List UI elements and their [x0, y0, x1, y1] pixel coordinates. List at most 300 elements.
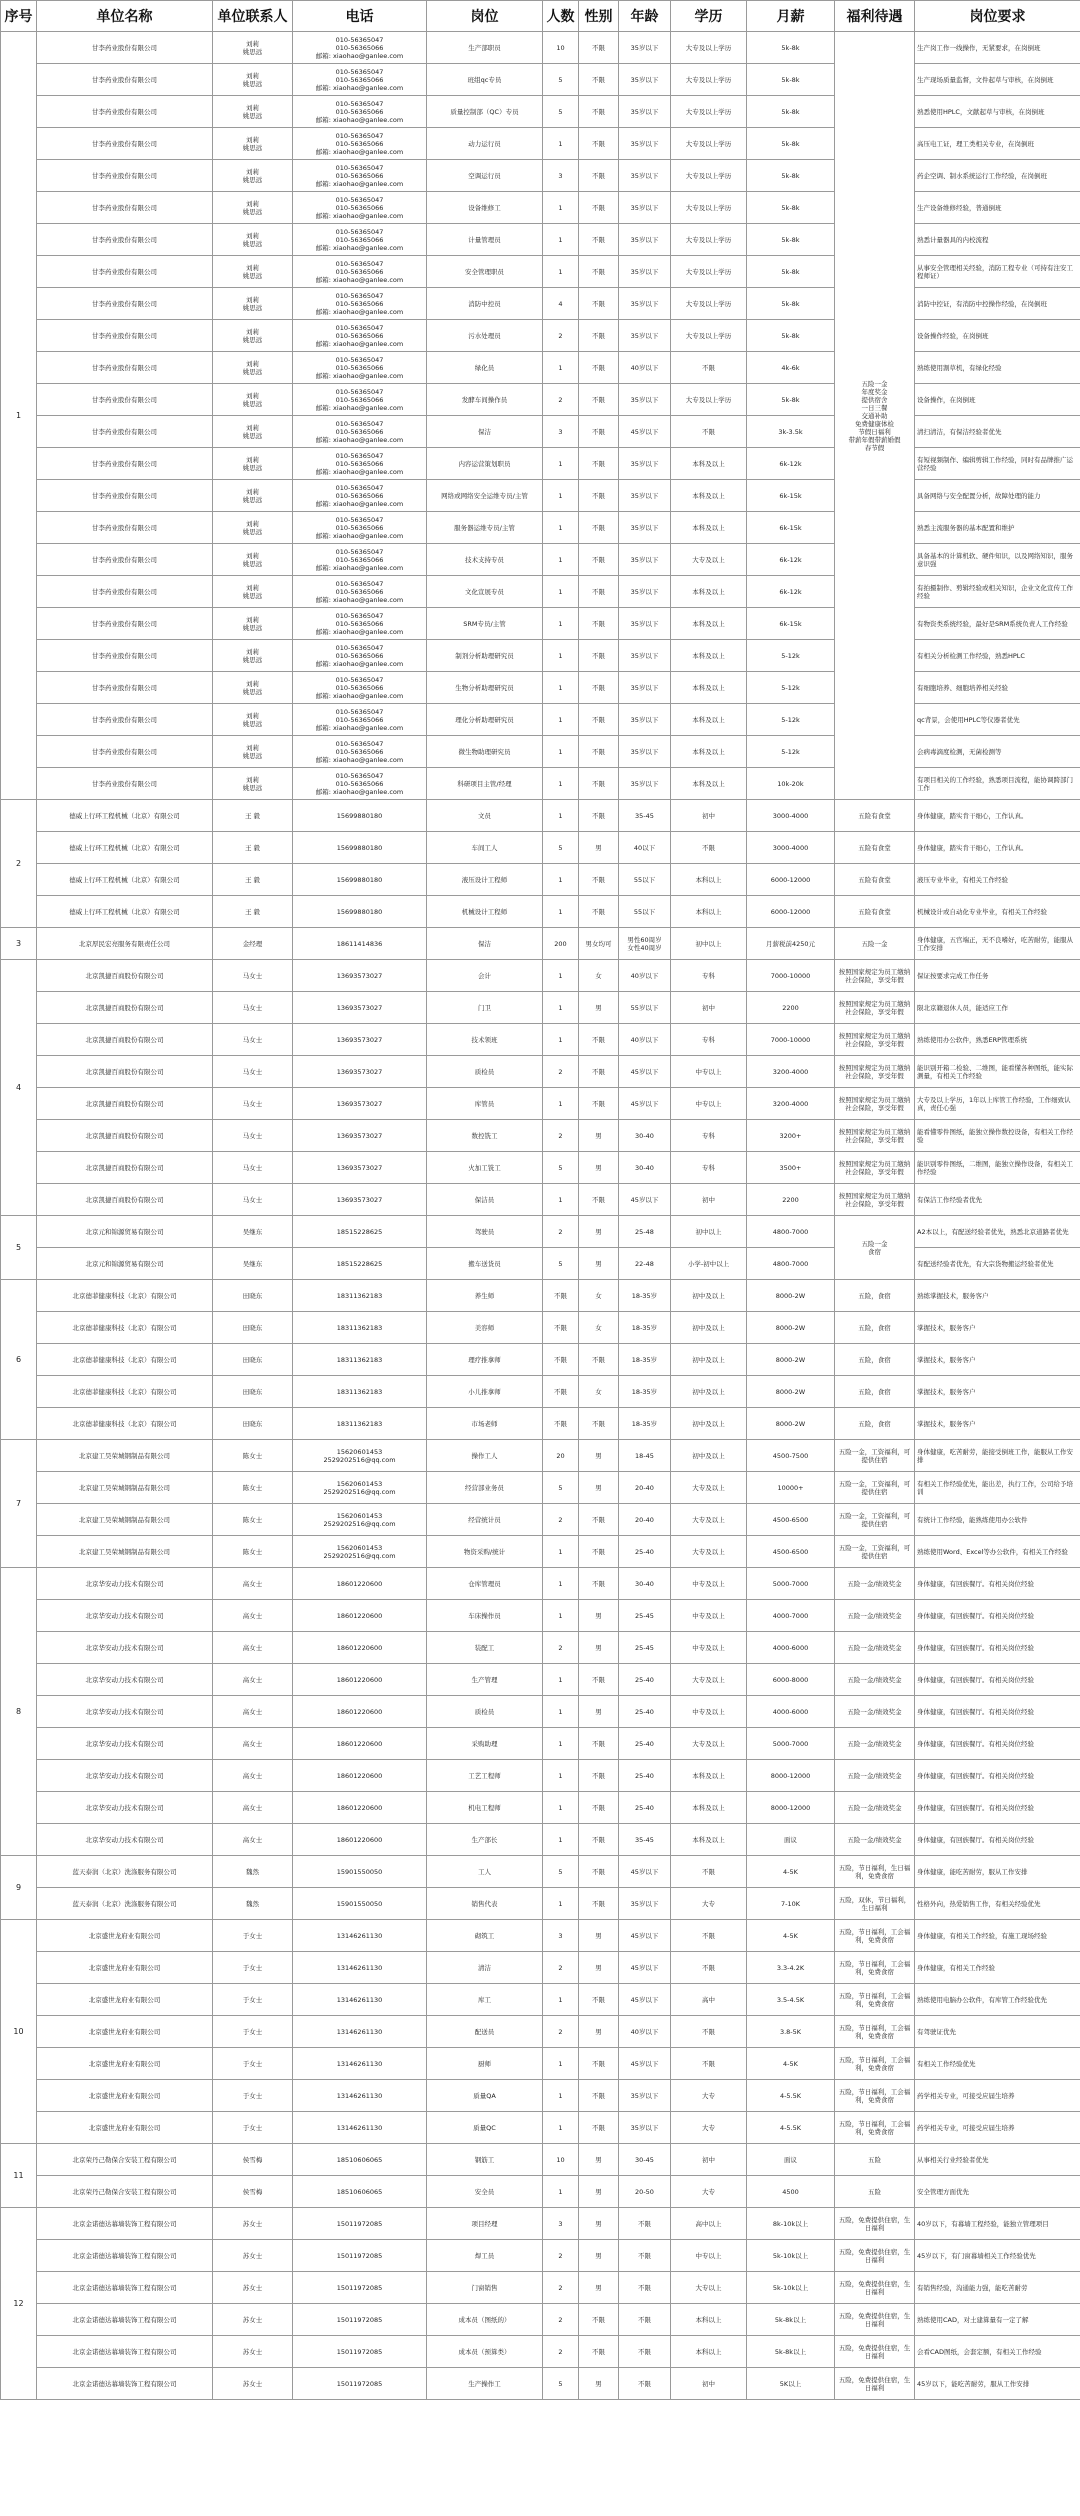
position-cell: 库管员	[427, 1088, 543, 1120]
gender-cell: 不限	[579, 512, 619, 544]
phone-cell: 15620601453 2529202516@qq.com	[293, 1472, 427, 1504]
requirement-cell: 从事相关行业经验者优先	[915, 2144, 1080, 2176]
salary-cell: 4000-7000	[747, 1600, 835, 1632]
requirement-cell: 身体健康，有回族餐厅。有相关岗位经验	[915, 1728, 1080, 1760]
salary-cell: 面议	[747, 1824, 835, 1856]
benefits-cell: 按照国家规定为员工缴纳社会保险，享受年假	[835, 1184, 915, 1216]
position-cell: 内容运营策划职员	[427, 448, 543, 480]
company-cell: 北京盛世龙府业有限公司	[37, 2080, 213, 2112]
phone-cell: 15699880180	[293, 800, 427, 832]
count-cell: 1	[543, 672, 579, 704]
gender-cell: 不限	[579, 2304, 619, 2336]
benefits-cell: 五险一金/绩效奖金	[835, 1696, 915, 1728]
gender-cell: 男	[579, 1600, 619, 1632]
position-cell: 网络或网络安全运维专员/主管	[427, 480, 543, 512]
table-row	[1, 2304, 1080, 2336]
age-cell: 35岁以下	[619, 704, 671, 736]
company-cell: 甘李药业股份有限公司	[37, 448, 213, 480]
seq-cell: 12	[1, 2208, 37, 2400]
table-row	[1, 1280, 1080, 1312]
edu-cell: 不限	[671, 352, 747, 384]
edu-cell: 大专及以上学历	[671, 64, 747, 96]
company-cell: 甘李药业股份有限公司	[37, 352, 213, 384]
company-cell: 德威上行环工程机械（北京）有限公司	[37, 832, 213, 864]
table-row	[1, 1824, 1080, 1856]
salary-cell: 4500-6500	[747, 1504, 835, 1536]
table-row	[1, 128, 1080, 160]
edu-cell: 不限	[671, 2016, 747, 2048]
salary-cell: 5k-8k以上	[747, 2336, 835, 2368]
position-cell: 机械设计工程师	[427, 896, 543, 928]
table-row	[1, 1120, 1080, 1152]
count-cell: 1	[543, 704, 579, 736]
position-cell: 质检员	[427, 1696, 543, 1728]
company-cell: 北京荣丹己勒保合安装工程有限公司	[37, 2176, 213, 2208]
gender-cell: 女	[579, 1312, 619, 1344]
position-cell: 数控铣工	[427, 1120, 543, 1152]
salary-cell: 6k-12k	[747, 576, 835, 608]
company-cell: 北京盛世龙府业有限公司	[37, 2048, 213, 2080]
position-cell: 生物分析助理研究员	[427, 672, 543, 704]
age-cell: 25-48	[619, 1216, 671, 1248]
contact-cell: 刘莉 姚思远	[213, 544, 293, 576]
age-cell: 25-45	[619, 1632, 671, 1664]
position-cell: 生产操作工	[427, 2368, 543, 2400]
gender-cell: 女	[579, 960, 619, 992]
age-cell: 18-35岁	[619, 1280, 671, 1312]
requirement-cell: 身体健康，有回族餐厅。有相关岗位经验	[915, 1600, 1080, 1632]
edu-cell: 本科以上	[671, 896, 747, 928]
count-cell: 1	[543, 960, 579, 992]
company-cell: 北京盛世龙府业有限公司	[37, 2112, 213, 2144]
count-cell: 1	[543, 1888, 579, 1920]
requirement-cell: 熟练使用CAD，对土建算量有一定了解	[915, 2304, 1080, 2336]
requirement-cell: 40岁以下，有幕墙工程经验，能独立管理项目	[915, 2208, 1080, 2240]
contact-cell: 高女士	[213, 1760, 293, 1792]
requirement-cell: 从事安全管理相关经验，消防工程专业（可持有注安工程师证）	[915, 256, 1080, 288]
benefits-cell: 五险，免费提供住宿，生日福利	[835, 2336, 915, 2368]
requirement-cell: 生产设备维修经验，普通倒班	[915, 192, 1080, 224]
requirement-cell: 消防中控证，有消防中控操作经验，在岗倒班	[915, 288, 1080, 320]
contact-cell: 刘莉 姚思远	[213, 608, 293, 640]
position-cell: 保洁	[427, 416, 543, 448]
gender-cell: 男	[579, 2144, 619, 2176]
edu-cell: 本科及以上	[671, 1760, 747, 1792]
phone-cell: 18311362183	[293, 1312, 427, 1344]
gender-cell: 男	[579, 1152, 619, 1184]
position-cell: 质量控制部（QC）专员	[427, 96, 543, 128]
age-cell: 45岁以下	[619, 1088, 671, 1120]
company-cell: 北京华安动力技术有限公司	[37, 1568, 213, 1600]
requirement-cell: 掌握技术，服务客户	[915, 1376, 1080, 1408]
position-cell: 物资采购/统计	[427, 1536, 543, 1568]
age-cell: 18-35岁	[619, 1312, 671, 1344]
company-cell: 蓝天泰润（北京）洗涤服务有限公司	[37, 1888, 213, 1920]
table-row	[1, 992, 1080, 1024]
company-cell: 北京华安动力技术有限公司	[37, 1600, 213, 1632]
count-cell: 5	[543, 1472, 579, 1504]
contact-cell: 刘莉 姚思远	[213, 352, 293, 384]
benefits-cell: 五险，免费提供住宿，生日福利	[835, 2304, 915, 2336]
count-cell: 1	[543, 544, 579, 576]
count-cell: 3	[543, 160, 579, 192]
company-cell: 北京凯捷百商股份有限公司	[37, 1024, 213, 1056]
requirement-cell: 能识别零件图纸，二维图，能独立操作设备，有相关工作经验	[915, 1152, 1080, 1184]
contact-cell: 高女士	[213, 1568, 293, 1600]
phone-cell: 15901550050	[293, 1856, 427, 1888]
edu-cell: 专科	[671, 960, 747, 992]
table-row	[1, 832, 1080, 864]
phone-cell: 010-56365047 010-56365066 邮箱: xiaohao@ganlee.com	[293, 96, 427, 128]
contact-cell: 高女士	[213, 1664, 293, 1696]
count-cell: 5	[543, 1856, 579, 1888]
age-cell: 40以下	[619, 832, 671, 864]
requirement-cell: 限北京籍退休人员，能适应工作	[915, 992, 1080, 1024]
phone-cell: 13693573027	[293, 1024, 427, 1056]
salary-cell: 7000-10000	[747, 960, 835, 992]
phone-cell: 18515228625	[293, 1216, 427, 1248]
phone-cell: 010-56365047 010-56365066 邮箱: xiaohao@ganlee.com	[293, 608, 427, 640]
age-cell: 25-40	[619, 1792, 671, 1824]
contact-cell: 于女士	[213, 1952, 293, 1984]
table-row	[1, 256, 1080, 288]
count-cell: 1	[543, 224, 579, 256]
phone-cell: 010-56365047 010-56365066 邮箱: xiaohao@ganlee.com	[293, 192, 427, 224]
header-age: 年龄	[619, 1, 671, 32]
table-row	[1, 960, 1080, 992]
contact-cell: 刘莉 姚思远	[213, 512, 293, 544]
count-cell: 1	[543, 192, 579, 224]
salary-cell: 6k-12k	[747, 544, 835, 576]
table-header	[1, 1, 1080, 32]
age-cell: 18-45	[619, 1440, 671, 1472]
edu-cell: 大专及以上学历	[671, 128, 747, 160]
phone-cell: 010-56365047 010-56365066 邮箱: xiaohao@ganlee.com	[293, 768, 427, 800]
position-cell: 会计	[427, 960, 543, 992]
requirement-cell: 身体健康，有回族餐厅。有相关岗位经验	[915, 1824, 1080, 1856]
gender-cell: 不限	[579, 32, 619, 64]
gender-cell: 男	[579, 1696, 619, 1728]
count-cell: 不限	[543, 1312, 579, 1344]
edu-cell: 大专及以上学历	[671, 384, 747, 416]
edu-cell: 不限	[671, 1952, 747, 1984]
contact-cell: 高女士	[213, 1600, 293, 1632]
age-cell: 35岁以下	[619, 96, 671, 128]
salary-cell: 8000-2W	[747, 1408, 835, 1440]
benefits-cell: 按照国家规定为员工缴纳社会保险，享受年假	[835, 1088, 915, 1120]
edu-cell: 大专及以上	[671, 1664, 747, 1696]
count-cell: 1	[543, 2048, 579, 2080]
table-row	[1, 32, 1080, 64]
salary-cell: 10k-20k	[747, 768, 835, 800]
benefits-cell: 五险一金，工资福利，可提供住宿	[835, 1504, 915, 1536]
requirement-cell: 性格外向，热爱销售工作，有相关经验优先	[915, 1888, 1080, 1920]
phone-cell: 13146261130	[293, 2112, 427, 2144]
position-cell: 消防中控员	[427, 288, 543, 320]
edu-cell: 本科及以上	[671, 768, 747, 800]
age-cell: 45岁以下	[619, 1856, 671, 1888]
count-cell: 1	[543, 736, 579, 768]
phone-cell: 18311362183	[293, 1280, 427, 1312]
requirement-cell: 会病毒滴度检测，无菌检测等	[915, 736, 1080, 768]
count-cell: 1	[543, 1088, 579, 1120]
contact-cell: 刘莉 姚思远	[213, 704, 293, 736]
phone-cell: 010-56365047 010-56365066 邮箱: xiaohao@ganlee.com	[293, 224, 427, 256]
requirement-cell: 有细胞培养、细胞培养相关经验	[915, 672, 1080, 704]
edu-cell: 中专及以上	[671, 1600, 747, 1632]
company-cell: 甘李药业股份有限公司	[37, 320, 213, 352]
position-cell: 清洁	[427, 1952, 543, 1984]
position-cell: 质检员	[427, 1056, 543, 1088]
gender-cell: 男	[579, 1216, 619, 1248]
salary-cell: 5-12k	[747, 704, 835, 736]
phone-cell: 010-56365047 010-56365066 邮箱: xiaohao@ganlee.com	[293, 256, 427, 288]
age-cell: 40岁以下	[619, 2016, 671, 2048]
table-row	[1, 2112, 1080, 2144]
requirement-cell: 能看懂零件图纸，能独立操作数控设备，有相关工作经验	[915, 1120, 1080, 1152]
gender-cell: 不限	[579, 640, 619, 672]
company-cell: 德威上行环工程机械（北京）有限公司	[37, 800, 213, 832]
edu-cell: 不限	[671, 1856, 747, 1888]
salary-cell: 5k-8k	[747, 256, 835, 288]
contact-cell: 刘莉 姚思远	[213, 96, 293, 128]
company-cell: 甘李药业股份有限公司	[37, 384, 213, 416]
salary-cell: 4-5K	[747, 1856, 835, 1888]
edu-cell: 专科	[671, 1152, 747, 1184]
seq-cell: 4	[1, 960, 37, 1216]
benefits-cell: 五险，节日福利，工会福利，免费食宿	[835, 2112, 915, 2144]
table-row	[1, 2368, 1080, 2400]
phone-cell: 18601220600	[293, 1664, 427, 1696]
age-cell: 不限	[619, 2368, 671, 2400]
edu-cell: 初中及以上	[671, 1280, 747, 1312]
table-row	[1, 2336, 1080, 2368]
position-cell: 计量管理员	[427, 224, 543, 256]
age-cell: 35岁以下	[619, 1888, 671, 1920]
position-cell: 配送员	[427, 2016, 543, 2048]
position-cell: 文员	[427, 800, 543, 832]
count-cell: 1	[543, 2080, 579, 2112]
requirement-cell: 药企空调、制水系统运行工作经验，在岗倒班	[915, 160, 1080, 192]
count-cell: 10	[543, 32, 579, 64]
contact-cell: 刘莉 姚思远	[213, 128, 293, 160]
table-row	[1, 576, 1080, 608]
phone-cell: 010-56365047 010-56365066 邮箱: xiaohao@ganlee.com	[293, 480, 427, 512]
contact-cell: 田晓东	[213, 1408, 293, 1440]
age-cell: 35岁以下	[619, 320, 671, 352]
company-cell: 德威上行环工程机械（北京）有限公司	[37, 896, 213, 928]
salary-cell: 3.5-4.5K	[747, 1984, 835, 2016]
gender-cell: 不限	[579, 224, 619, 256]
gender-cell: 不限	[579, 2112, 619, 2144]
gender-cell: 不限	[579, 1024, 619, 1056]
contact-cell: 高女士	[213, 1792, 293, 1824]
company-cell: 甘李药业股份有限公司	[37, 192, 213, 224]
contact-cell: 于女士	[213, 2080, 293, 2112]
gender-cell: 不限	[579, 160, 619, 192]
position-cell: 门卫	[427, 992, 543, 1024]
company-cell: 北京凯捷百商股份有限公司	[37, 1056, 213, 1088]
requirement-cell: 身体健康，有回族餐厅。有相关岗位经验	[915, 1792, 1080, 1824]
company-cell: 北京德菲健康科技（北京）有限公司	[37, 1312, 213, 1344]
gender-cell: 不限	[579, 544, 619, 576]
gender-cell: 不限	[579, 1536, 619, 1568]
company-cell: 甘李药业股份有限公司	[37, 512, 213, 544]
phone-cell: 010-56365047 010-56365066 邮箱: xiaohao@ganlee.com	[293, 320, 427, 352]
age-cell: 35岁以下	[619, 32, 671, 64]
age-cell: 25-40	[619, 1664, 671, 1696]
requirement-cell: 身体健康，有回族餐厅。有相关岗位经验	[915, 1664, 1080, 1696]
gender-cell: 女	[579, 1280, 619, 1312]
edu-cell: 专科	[671, 1120, 747, 1152]
phone-cell: 13693573027	[293, 1120, 427, 1152]
gender-cell: 不限	[579, 192, 619, 224]
requirement-cell: 液压专业毕业，有相关工作经验	[915, 864, 1080, 896]
salary-cell: 3k-3.5k	[747, 416, 835, 448]
age-cell: 35岁以下	[619, 448, 671, 480]
age-cell: 20-40	[619, 1472, 671, 1504]
requirement-cell: 身体健康，有相关工作经验，有施工现场经验	[915, 1920, 1080, 1952]
phone-cell: 13693573027	[293, 992, 427, 1024]
count-cell: 2	[543, 2272, 579, 2304]
seq-cell: 8	[1, 1568, 37, 1856]
header-company: 单位名称	[37, 1, 213, 32]
gender-cell: 不限	[579, 1792, 619, 1824]
phone-cell: 18601220600	[293, 1568, 427, 1600]
edu-cell: 本科以上	[671, 864, 747, 896]
count-cell: 3	[543, 416, 579, 448]
contact-cell: 于女士	[213, 2112, 293, 2144]
age-cell: 30-40	[619, 1152, 671, 1184]
position-cell: 理化分析助理研究员	[427, 704, 543, 736]
table-row	[1, 416, 1080, 448]
company-cell: 北京华安动力技术有限公司	[37, 1824, 213, 1856]
position-cell: 制剂分析助理研究员	[427, 640, 543, 672]
benefits-cell: 五险一金 食宿	[835, 1216, 915, 1280]
phone-cell: 15011972085	[293, 2336, 427, 2368]
edu-cell: 大专及以上	[671, 1536, 747, 1568]
gender-cell: 男	[579, 2208, 619, 2240]
count-cell: 3	[543, 1920, 579, 1952]
company-cell: 甘李药业股份有限公司	[37, 736, 213, 768]
age-cell: 25-40	[619, 1696, 671, 1728]
position-cell: 钢筋工	[427, 2144, 543, 2176]
company-cell: 北京元和锦源贸易有限公司	[37, 1248, 213, 1280]
gender-cell: 男	[579, 2176, 619, 2208]
salary-cell: 5k-8k	[747, 384, 835, 416]
edu-cell: 大专以上	[671, 2272, 747, 2304]
edu-cell: 本科及以上	[671, 480, 747, 512]
benefits-cell: 按照国家规定为员工缴纳社会保险，享受年假	[835, 992, 915, 1024]
table-row	[1, 1664, 1080, 1696]
company-cell: 北京凯捷百商股份有限公司	[37, 1120, 213, 1152]
edu-cell: 大专	[671, 1888, 747, 1920]
count-cell: 1	[543, 512, 579, 544]
salary-cell: 5k-8k	[747, 288, 835, 320]
edu-cell: 本科及以上	[671, 448, 747, 480]
position-cell: 砌筑工	[427, 1920, 543, 1952]
benefits-cell: 五险，双休，节日福利，生日福利	[835, 1888, 915, 1920]
requirement-cell: 有统计工作经验，能熟练使用办公软件	[915, 1504, 1080, 1536]
count-cell: 1	[543, 992, 579, 1024]
age-cell: 35岁以下	[619, 512, 671, 544]
count-cell: 2	[543, 1056, 579, 1088]
position-cell: 生产部职员	[427, 32, 543, 64]
table-row	[1, 1024, 1080, 1056]
phone-cell: 13693573027	[293, 1088, 427, 1120]
position-cell: 操作工人	[427, 1440, 543, 1472]
phone-cell: 18601220600	[293, 1632, 427, 1664]
benefits-cell: 五险，食宿	[835, 1280, 915, 1312]
contact-cell: 吴继东	[213, 1216, 293, 1248]
age-cell: 55以下	[619, 864, 671, 896]
requirement-cell: 具备网络与安全配置分析，故障处理的能力	[915, 480, 1080, 512]
salary-cell: 4-5K	[747, 2048, 835, 2080]
age-cell: 不限	[619, 2304, 671, 2336]
salary-cell: 6000-12000	[747, 896, 835, 928]
table-body	[1, 32, 1080, 2400]
benefits-cell: 五险，节日福利，工会福利，免费食宿	[835, 1984, 915, 2016]
phone-cell: 18601220600	[293, 1824, 427, 1856]
gender-cell: 不限	[579, 1504, 619, 1536]
salary-cell: 6k-15k	[747, 480, 835, 512]
position-cell: 污水处理员	[427, 320, 543, 352]
company-cell: 北京荣丹己勒保合安装工程有限公司	[37, 2144, 213, 2176]
phone-cell: 18601220600	[293, 1760, 427, 1792]
requirement-cell: 有拍摄制作、剪辑经验或相关知识，企业文化宣传工作经验	[915, 576, 1080, 608]
benefits-cell: 按照国家规定为员工缴纳社会保险，享受年假	[835, 960, 915, 992]
edu-cell: 大专	[671, 2176, 747, 2208]
edu-cell: 本科及以上	[671, 608, 747, 640]
gender-cell: 不限	[579, 768, 619, 800]
header-count: 人数	[543, 1, 579, 32]
seq-cell: 7	[1, 1440, 37, 1568]
gender-cell: 不限	[579, 64, 619, 96]
gender-cell: 不限	[579, 256, 619, 288]
count-cell: 1	[543, 1184, 579, 1216]
header-edu: 学历	[671, 1, 747, 32]
benefits-cell: 五险，节日福利，生日福利，免费食宿	[835, 1856, 915, 1888]
contact-cell: 马女士	[213, 1088, 293, 1120]
benefits-cell: 五险，节日福利，工会福利，免费食宿	[835, 2048, 915, 2080]
edu-cell: 本科及以上	[671, 704, 747, 736]
edu-cell: 不限	[671, 832, 747, 864]
contact-cell: 侯雪梅	[213, 2144, 293, 2176]
count-cell: 1	[543, 1792, 579, 1824]
company-cell: 甘李药业股份有限公司	[37, 544, 213, 576]
company-cell: 北京德菲健康科技（北京）有限公司	[37, 1376, 213, 1408]
table-row	[1, 1856, 1080, 1888]
requirement-cell: 生产岗工作一线操作，无紧要求，在岗倒班	[915, 32, 1080, 64]
phone-cell: 13693573027	[293, 960, 427, 992]
position-cell: 养生师	[427, 1280, 543, 1312]
count-cell: 1	[543, 1568, 579, 1600]
header-row	[1, 1, 1080, 32]
edu-cell: 中专以上	[671, 1056, 747, 1088]
requirement-cell: 药学相关专业，可接受应届生培养	[915, 2112, 1080, 2144]
requirement-cell: 药学相关专业，可接受应届生培养	[915, 2080, 1080, 2112]
contact-cell: 马女士	[213, 960, 293, 992]
requirement-cell: 熟练使用Word、Excel等办公软件，有相关工作经验	[915, 1536, 1080, 1568]
contact-cell: 刘莉 姚思远	[213, 384, 293, 416]
gender-cell: 男	[579, 1440, 619, 1472]
gender-cell: 不限	[579, 1760, 619, 1792]
company-cell: 甘李药业股份有限公司	[37, 224, 213, 256]
count-cell: 1	[543, 2176, 579, 2208]
benefits-cell: 五险	[835, 2176, 915, 2208]
age-cell: 45岁以下	[619, 2048, 671, 2080]
count-cell: 20	[543, 1440, 579, 1472]
